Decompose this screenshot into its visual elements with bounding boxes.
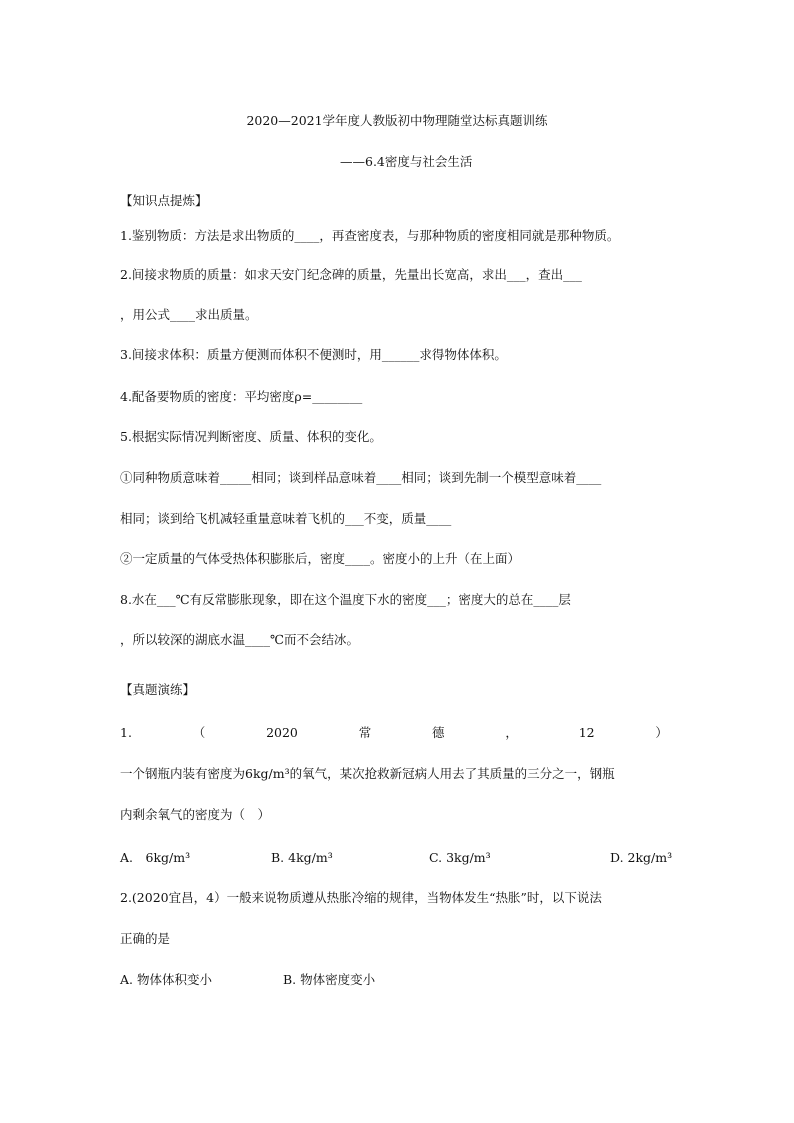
- question-1-option-a: A. 6kg/m³: [120, 850, 191, 865]
- question-1-paren-open: （: [192, 725, 206, 740]
- question-1-place-char2: 德: [432, 725, 445, 740]
- question-1-header: [120, 724, 668, 742]
- knowledge-item-6-line1: ①同种物质意味着_____相同；谈到样品意味着____相同；谈到先制一个模型意味着____: [120, 470, 602, 485]
- knowledge-item-2-line2: ，用公式____求出质量。: [120, 307, 258, 322]
- question-1-comma: ，: [505, 725, 518, 740]
- knowledge-item-4: 4.配备要物质的密度：平均密度ρ=________: [120, 389, 363, 404]
- question-1-year: 2020: [266, 725, 298, 740]
- question-1-text-line1: 一个钢瓶内装有密度为6kg/m³的氧气，某次抢救新冠病人用去了其质量的三分之一，钢瓶: [120, 766, 615, 781]
- question-1-option-c: C. 3kg/m³: [429, 850, 491, 865]
- question-1-option-b: B. 4kg/m³: [271, 850, 333, 865]
- question-1-number: 1.: [120, 725, 132, 740]
- question-2-option-a: A. 物体体积变小: [120, 972, 212, 987]
- page-title: 2020—2021学年度人教版初中物理随堂达标真题训练: [246, 113, 548, 128]
- knowledge-item-8-line1: 8.水在___℃有反常膨胀现象，即在这个温度下水的密度___；密度大的总在____层: [120, 592, 571, 607]
- knowledge-item-5: 5.根据实际情况判断密度、质量、体积的变化。: [120, 429, 382, 444]
- question-2-text-line2: 正确的是: [120, 931, 171, 946]
- section-heading-practice: 【真题演练】: [120, 682, 196, 697]
- knowledge-item-6-line2: 相同；谈到给飞机减轻重量意味着飞机的___不变，质量____: [120, 511, 452, 526]
- question-1-place-char1: 常: [358, 725, 372, 740]
- knowledge-item-1: 1.鉴别物质：方法是求出物质的____，再查密度表，与那种物质的密度相同就是那种物质。: [120, 228, 620, 243]
- question-1-paren-close: ）: [655, 725, 668, 740]
- page-subtitle: ——6.4密度与社会生活: [340, 154, 473, 169]
- question-1-text-line2: 内剩余氧气的密度为（ ）: [120, 807, 271, 822]
- question-1-option-d: D. 2kg/m³: [610, 850, 673, 865]
- question-2-option-b: B. 物体密度变小: [283, 972, 376, 987]
- knowledge-item-8-line2: ，所以较深的湖底水温____℃而不会结冰。: [120, 632, 359, 647]
- knowledge-item-3: 3.间接求体积：质量方便测而体积不便测时，用______求得物体体积。: [120, 347, 507, 362]
- question-2-text-line1: 2.(2020宜昌，4）一般来说物质遵从热胀冷缩的规律，当物体发生“热胀”时，以下说法: [120, 890, 602, 905]
- knowledge-item-2-line1: 2.间接求物质的质量：如求天安门纪念碑的质量，先量出长宽高，求出___，查出___: [120, 267, 582, 282]
- question-1-index: 12: [578, 725, 595, 740]
- section-heading-knowledge: 【知识点提炼】: [120, 193, 208, 208]
- knowledge-item-7: ②一定质量的气体受热体积膨胀后，密度____。密度小的上升（在上面）: [120, 551, 521, 566]
